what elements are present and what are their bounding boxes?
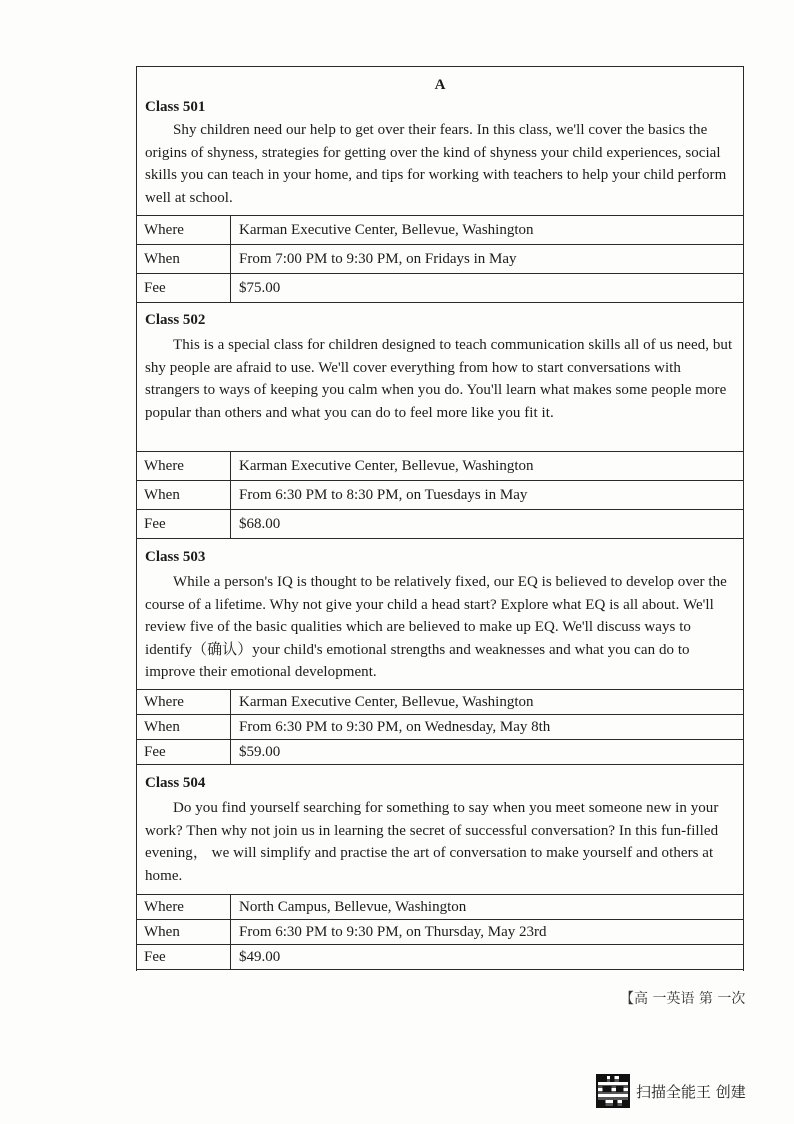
- fee-label: Fee: [136, 274, 231, 303]
- where-value: Karman Executive Center, Bellevue, Washington: [231, 690, 744, 715]
- table-row: [136, 945, 743, 970]
- where-value: Karman Executive Center, Bellevue, Washington: [231, 216, 744, 245]
- when-label: When: [136, 481, 231, 510]
- when-value: From 6:30 PM to 9:30 PM, on Wednesday, May 8th: [231, 715, 744, 740]
- table-row: [136, 452, 743, 481]
- class-501-description: Shy children need our help to get over their fears. In this class, we'll cover the basics the origins of shyness, strategies for getting over the kind of shyness your child experiences, social skills you can teach in your home, and tips for working with teachers to help your child perform well at school.: [145, 122, 727, 206]
- when-label: When: [136, 245, 231, 274]
- fee-label: Fee: [136, 945, 231, 970]
- scanner-watermark: [596, 1074, 746, 1108]
- where-label: Where: [136, 452, 231, 481]
- fee-label: Fee: [136, 740, 231, 765]
- fee-value: $59.00: [231, 740, 744, 765]
- table-row: [136, 920, 743, 945]
- class-501-info-table: [136, 215, 743, 303]
- class-503-info-table: [136, 689, 743, 765]
- qr-code-icon: [596, 1074, 630, 1108]
- when-value: From 6:30 PM to 9:30 PM, on Thursday, May 23rd: [231, 920, 744, 945]
- class-503-description: While a person's IQ is thought to be relatively fixed, our EQ is believed to develop over the course of a lifetime. Why not give your child a head start? Explore what EQ is all about. We'll review five of the basic qualities which are believed to make up EQ. We'll discuss ways to identify（确认）your child's emotional strengths and weaknesses and what you can do to improve their emotional development.: [145, 574, 727, 680]
- table-row: [136, 740, 743, 765]
- watermark-text: 扫描全能王 创建: [636, 1082, 746, 1101]
- fee-label: Fee: [136, 510, 231, 539]
- table-row: [136, 274, 743, 303]
- class-503-title: Class 503: [145, 549, 206, 565]
- when-label: When: [136, 715, 231, 740]
- table-row: [136, 690, 743, 715]
- class-501-title: Class 501: [145, 99, 206, 115]
- fee-value: $75.00: [231, 274, 744, 303]
- class-502-description: This is a special class for children designed to teach communication skills all of us need, but shy people are afraid to use. We'll cover everything from how to start conversations with strangers to ways of keeping you calm when you do. You'll learn what makes some people more popular than others and what you can do to feel more like you fit it.: [145, 337, 733, 421]
- where-label: Where: [136, 690, 231, 715]
- when-value: From 7:00 PM to 9:30 PM, on Fridays in May: [231, 245, 744, 274]
- class-504-title: Class 504: [145, 775, 206, 791]
- where-label: Where: [136, 895, 231, 920]
- class-504-description: Do you find yourself searching for something to say when you meet someone new in your work? Then why not join us in learning the secret of successful conversation? In this fun-filled evening， we will simplify and practise the art of conversation to make yourself and others at home.: [145, 800, 719, 884]
- exam-footer-note: 【高 一英语 第 一次: [620, 991, 746, 1007]
- where-value: Karman Executive Center, Bellevue, Washington: [231, 452, 744, 481]
- table-row: [136, 715, 743, 740]
- table-row: [136, 510, 743, 539]
- table-row: [136, 895, 743, 920]
- table-row: [136, 245, 743, 274]
- table-row: [136, 481, 743, 510]
- when-label: When: [136, 920, 231, 945]
- fee-value: $68.00: [231, 510, 744, 539]
- document-frame: [136, 66, 744, 971]
- where-label: Where: [136, 216, 231, 245]
- class-502-info-table: [136, 451, 743, 539]
- where-value: North Campus, Bellevue, Washington: [231, 895, 744, 920]
- table-row: [136, 216, 743, 245]
- class-502-title: Class 502: [145, 312, 206, 328]
- fee-value: $49.00: [231, 945, 744, 970]
- when-value: From 6:30 PM to 8:30 PM, on Tuesdays in May: [231, 481, 744, 510]
- section-letter: A: [434, 77, 446, 93]
- class-504-info-table: [136, 894, 743, 970]
